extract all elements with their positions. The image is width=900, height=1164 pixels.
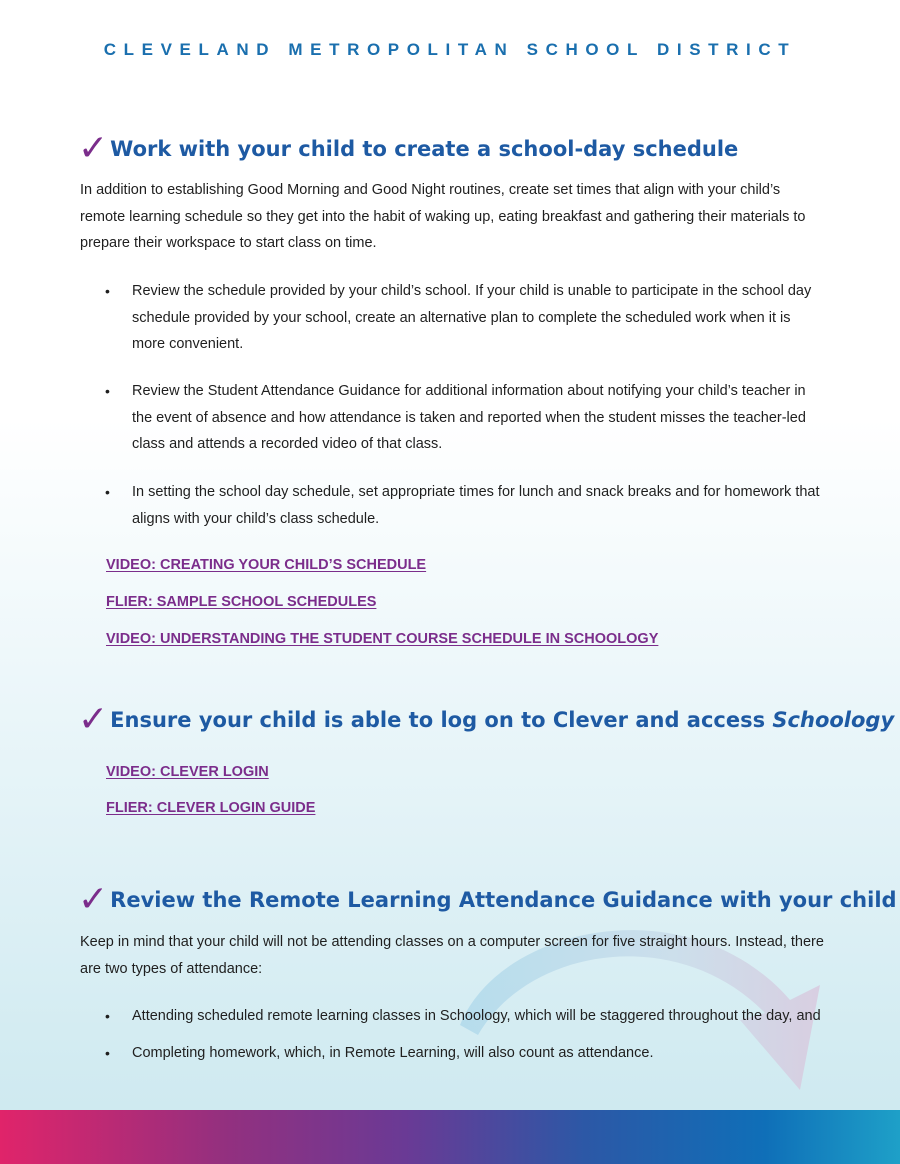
section-title-text: Ensure your child is able to log on to Clever and access (110, 708, 773, 732)
list-item-text: Completing homework, which, in Remote Learning, will also count as attendance. (132, 1045, 654, 1061)
flier-link-sample-schedules[interactable]: FLIER: SAMPLE SCHOOL SCHEDULES (106, 594, 377, 610)
flier-link-clever-guide[interactable]: FLIER: CLEVER LOGIN GUIDE (106, 800, 316, 816)
section-title-text: Review the Remote Learning Attendance Guidance with your child (110, 888, 897, 912)
video-link-course-schedule[interactable]: VIDEO: UNDERSTANDING THE STUDENT COURSE SCHEDULE IN SCHOOLOGY (106, 631, 659, 647)
list-item (105, 378, 822, 458)
section-title-italic: Schoology (772, 708, 895, 732)
section-heading-schedule (78, 128, 878, 169)
section-title-text: Work with your child to create a school-day schedule (110, 137, 739, 161)
list-item-text: Review the Student Attendance Guidance for additional information about notifying your child’s teacher in the event of absence and how attendance is taken and reported when the student misses the teacher-led class and attends a recorded video of that class. (132, 383, 806, 452)
list-item (105, 1040, 822, 1067)
checkmark-icon: ✓ (78, 879, 109, 920)
district-header: CLEVELAND METROPOLITAN SCHOOL DISTRICT (103, 40, 797, 59)
checkmark-icon: ✓ (78, 699, 109, 740)
bullet-icon: • (105, 383, 110, 399)
bullet-icon: • (105, 1045, 110, 1061)
video-link-clever-login[interactable]: VIDEO: CLEVER LOGIN (106, 764, 269, 780)
section-heading-attendance (78, 879, 897, 920)
checkmark-icon: ✓ (78, 128, 109, 169)
section-heading-clever (78, 699, 895, 740)
section-intro-paragraph: Keep in mind that your child will not be attending classes on a computer screen for five straight hours. Instead, there are two types of attendance: (80, 934, 824, 977)
bullet-icon: • (105, 484, 110, 500)
list-item (105, 278, 822, 358)
video-link-creating-schedule[interactable]: VIDEO: CREATING YOUR CHILD’S SCHEDULE (106, 557, 427, 573)
list-item-text: Review the schedule provided by your child’s school. If your child is unable to participate in the school day schedule provided by your school, create an alternative plan to complete the scheduled work when it is more convenient. (132, 283, 812, 352)
list-item (105, 479, 822, 532)
list-item-text: Attending scheduled remote learning classes in Schoology, which will be staggered throughout the day, and (132, 1008, 821, 1024)
list-item-text: In setting the school day schedule, set appropriate times for lunch and snack breaks and for homework that aligns with your child’s class schedule. (132, 484, 820, 527)
list-item (105, 1003, 822, 1030)
bullet-icon: • (105, 1008, 110, 1024)
bullet-icon: • (105, 283, 110, 299)
section-intro-paragraph: In addition to establishing Good Morning and Good Night routines, create set times that align with your child’s remote learning schedule so they get into the habit of waking up, eating breakfast and gathering their materials to prepare their workspace to start class on time. (80, 182, 806, 251)
footer-gradient-bar (0, 1110, 900, 1164)
